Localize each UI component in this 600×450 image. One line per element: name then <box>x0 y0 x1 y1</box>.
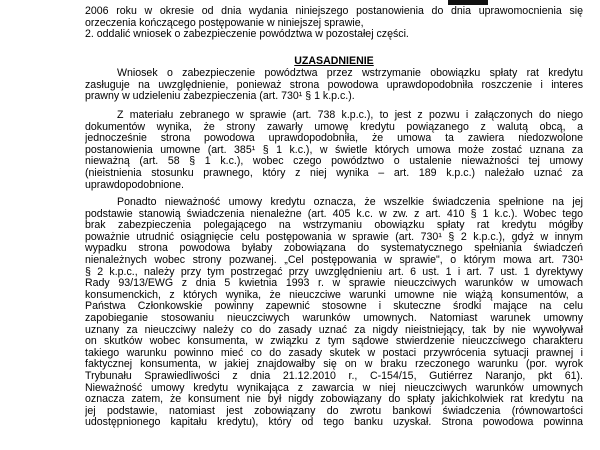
p3-line-11: zapobieganie stosowaniu nieuczciwych warunków umownych. Natomiast warunek umowny <box>85 313 583 324</box>
p3-line-4: poważnie utrudnić osiągnięcie celu postępowania w sprawie (art. 730¹ § 2 k.p.c.), gdyż w innym <box>85 231 583 243</box>
p2-line-5: nieważną (art. 58 § 1 k.c.), wobec czego powództwo o ustalenie nieważności tej umowy <box>85 156 583 168</box>
section-heading: UZASADNIENIE <box>294 56 374 67</box>
p3-line-15: faktycznej konsumenta, w jakiej znajdowałby się on w braku rzeczonego warunku (por. wyrok <box>85 359 583 371</box>
p3-line-20: udostępnionego kapitału kredytu), który od tego banku uzyskał. Strona powodowa powinna <box>85 417 583 429</box>
p3-line-7: § 2 k.p.c., należy przy tym postrzegać przy uwzględnieniu art. 6 ust. 1 i art. 7 ust. 1 dyrektywy <box>85 266 583 278</box>
p1-line-1: Wniosek o zabezpieczenie powództwa przez wstrzymanie obowiązku spłaty rat kredytu <box>117 68 583 79</box>
top-line-1: 2006 roku w okresie od dnia wydania niniejszego postanowienia do dnia uprawomocnienia się <box>85 6 583 17</box>
p2-line-2: dokumentów wynika, że strony zawarły umowę kredytu powiązanego z walutą obcą, a <box>85 121 583 133</box>
p3-line-1: Ponadto nieważność umowy kredytu oznacza, że wszelkie świadczenia spełnione na jej <box>117 197 583 208</box>
p2-line-1: Z materiału zebranego w sprawie (art. 738 k.p.c.), to jest z pozwu i załączonych do niego <box>117 110 583 121</box>
p1-line-3: prawny w udzieleniu zabezpieczenia (art. 730¹ § 1 k.p.c.). <box>85 91 355 103</box>
p3-line-12: uznany za nieuczciwy należy co do zasady uznać za nigdy nieistniejący, tak by nie wywoływał <box>85 324 583 336</box>
p3-line-16: Trybunału Sprawiedliwości z dnia 21.12.2010 r., C-154/15, Gutiérrez Naranjo, pkt 61). <box>85 371 583 382</box>
p2-line-4: postanowienia umowne (art. 385¹ § 1 k.c.), w świetle których umowa może zostać uznana za <box>85 144 583 156</box>
p1-line-2: zasługuje na uwzględnienie, ponieważ strona powodowa uprawdopodobniła roszczenie i interes <box>85 79 583 91</box>
top-cut-line <box>85 0 583 6</box>
p3-line-8: Rady 93/13/EWG z dnia 5 kwietnia 1993 r. w sprawie nieuczciwych warunków w umowach <box>85 278 583 290</box>
p3-line-17: Nieważność umowy kredytu wynikająca z zawarcia w niej nieuczciwych warunków umownych <box>85 382 583 394</box>
p3-line-5: wypadku strona powodowa byłaby zobowiązana do systematycznego spełniania świadczeń <box>85 243 583 255</box>
p3-line-10: Państwa Członkowskie powinny zapewnić stosowne i skuteczne środki mające na celu <box>85 301 583 313</box>
p3-line-13: on skutków wobec konsumenta, w związku z tym sądowe stwierdzenie nieuczciwego charakteru <box>85 336 583 348</box>
p3-line-3: brak zabezpieczenia polegającego na wstrzymaniu obowiązku spłaty rat kredytu mógłby <box>85 220 583 232</box>
p3-line-18: oznacza zatem, że konsument nie był nigdy zobowiązany do spłaty jakichkolwiek rat kredytu na <box>85 394 583 406</box>
p3-line-2: podstawie stanowią świadczenia nienależne (art. 405 k.c. w zw. z art. 410 § 1 k.c.). Wobec tego <box>85 208 583 220</box>
p3-line-19: jej podstawie, natomiast jest zobowiązany do zwrotu bankowi świadczenia (równowartości <box>85 405 583 417</box>
p3-line-6: nienależnych wobec strony pozwanej. „Cel postępowania w sprawie", o którym mowa art. 730¹ <box>85 255 583 266</box>
top-line-2: orzeczenia kończącego postępowanie w niniejszej sprawie, <box>85 17 364 29</box>
p2-line-7: uprawdopodobnione. <box>85 179 184 191</box>
redaction-block <box>448 0 488 5</box>
p3-line-14: takiego warunku powinno mieć co do zasady skutek w postaci przywrócenia sytuacji prawnej i <box>85 347 583 359</box>
p2-line-6: (nieistnienia stosunku prawnego, który z niej wynika – art. 189 k.p.c.) należało uznać za <box>85 168 583 179</box>
top-line-3: 2. oddalić wniosek o zabezpieczenie powództwa w pozostałej części. <box>85 29 409 41</box>
p3-line-9: konsumenckich, z których wynika, że nieuczciwe warunki umowne nie wiążą konsumentów, a <box>85 289 583 301</box>
p2-line-3: jednocześnie strona powodowa uprawdopodobniła, że umowa ta zawiera niedozwolone <box>85 133 583 145</box>
